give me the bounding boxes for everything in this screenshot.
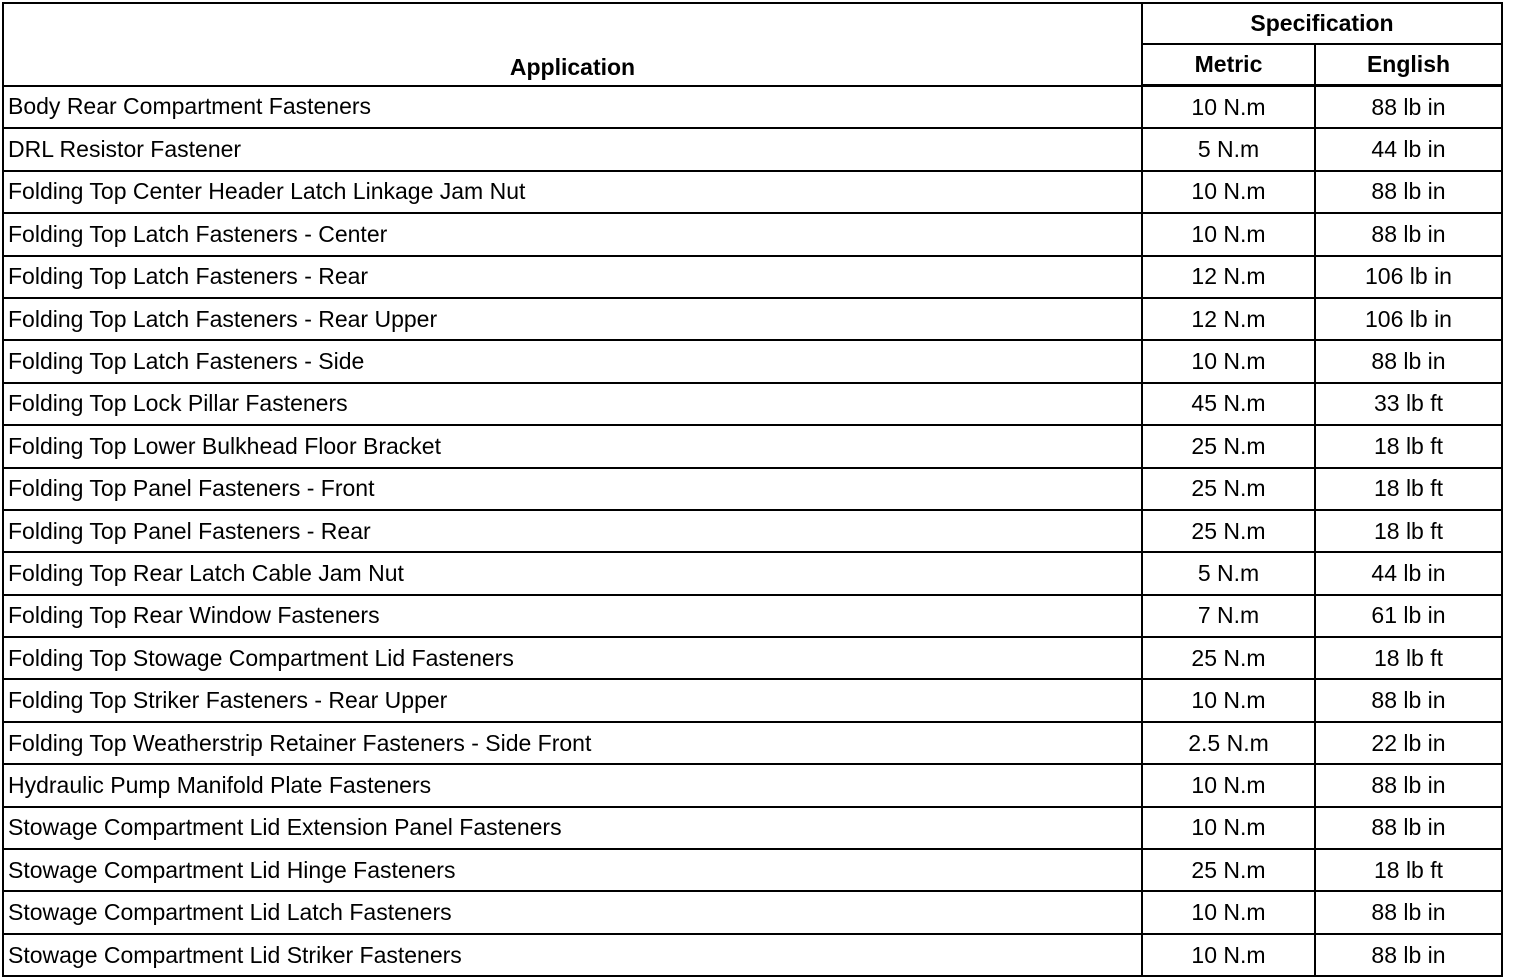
metric-value-cell: 10 N.m (1142, 764, 1315, 806)
table-row (3, 468, 1502, 510)
english-value-cell: 44 lb in (1315, 128, 1502, 170)
application-cell: Folding Top Rear Latch Cable Jam Nut (3, 552, 1142, 594)
metric-value-cell: 25 N.m (1142, 510, 1315, 552)
table-row (3, 340, 1502, 382)
application-cell: Folding Top Lower Bulkhead Floor Bracket (3, 425, 1142, 467)
application-cell: DRL Resistor Fastener (3, 128, 1142, 170)
table-row (3, 679, 1502, 721)
table-row (3, 171, 1502, 213)
english-value-cell: 88 lb in (1315, 807, 1502, 849)
specification-group-header: Specification (1142, 3, 1502, 44)
english-value-cell: 33 lb ft (1315, 383, 1502, 425)
metric-value-cell: 10 N.m (1142, 171, 1315, 213)
metric-column-header: Metric (1142, 44, 1315, 86)
application-cell: Folding Top Rear Window Fasteners (3, 595, 1142, 637)
metric-value-cell: 10 N.m (1142, 213, 1315, 255)
table-row (3, 722, 1502, 764)
application-cell: Folding Top Latch Fasteners - Side (3, 340, 1142, 382)
metric-value-cell: 5 N.m (1142, 128, 1315, 170)
metric-value-cell: 7 N.m (1142, 595, 1315, 637)
english-value-cell: 88 lb in (1315, 86, 1502, 129)
table-row (3, 552, 1502, 594)
metric-value-cell: 25 N.m (1142, 425, 1315, 467)
metric-value-cell: 2.5 N.m (1142, 722, 1315, 764)
table-row (3, 298, 1502, 340)
metric-value-cell: 10 N.m (1142, 86, 1315, 129)
application-cell: Stowage Compartment Lid Latch Fasteners (3, 891, 1142, 933)
application-cell: Folding Top Panel Fasteners - Rear (3, 510, 1142, 552)
english-value-cell: 88 lb in (1315, 679, 1502, 721)
english-value-cell: 88 lb in (1315, 171, 1502, 213)
metric-value-cell: 10 N.m (1142, 934, 1315, 976)
english-value-cell: 44 lb in (1315, 552, 1502, 594)
table-row (3, 934, 1502, 976)
application-cell: Hydraulic Pump Manifold Plate Fasteners (3, 764, 1142, 806)
english-value-cell: 18 lb ft (1315, 510, 1502, 552)
english-value-cell: 88 lb in (1315, 213, 1502, 255)
metric-value-cell: 10 N.m (1142, 891, 1315, 933)
english-value-cell: 22 lb in (1315, 722, 1502, 764)
application-column-header: Application (3, 3, 1142, 86)
english-value-cell: 18 lb ft (1315, 637, 1502, 679)
application-cell: Stowage Compartment Lid Hinge Fasteners (3, 849, 1142, 891)
metric-value-cell: 10 N.m (1142, 679, 1315, 721)
english-value-cell: 88 lb in (1315, 934, 1502, 976)
table-row (3, 383, 1502, 425)
metric-value-cell: 10 N.m (1142, 340, 1315, 382)
english-value-cell: 18 lb ft (1315, 849, 1502, 891)
english-column-header: English (1315, 44, 1502, 86)
table-row (3, 128, 1502, 170)
metric-value-cell: 25 N.m (1142, 849, 1315, 891)
application-cell: Folding Top Stowage Compartment Lid Fasteners (3, 637, 1142, 679)
application-cell: Folding Top Latch Fasteners - Center (3, 213, 1142, 255)
application-cell: Folding Top Panel Fasteners - Front (3, 468, 1142, 510)
table-row (3, 637, 1502, 679)
fastener-torque-specification-table (2, 2, 1503, 977)
metric-value-cell: 10 N.m (1142, 807, 1315, 849)
english-value-cell: 88 lb in (1315, 340, 1502, 382)
header-row-top (3, 3, 1502, 44)
metric-value-cell: 12 N.m (1142, 256, 1315, 298)
metric-value-cell: 25 N.m (1142, 468, 1315, 510)
table-row (3, 256, 1502, 298)
application-cell: Folding Top Striker Fasteners - Rear Upper (3, 679, 1142, 721)
application-cell: Folding Top Latch Fasteners - Rear (3, 256, 1142, 298)
metric-value-cell: 45 N.m (1142, 383, 1315, 425)
table-row (3, 425, 1502, 467)
table-row (3, 807, 1502, 849)
metric-value-cell: 5 N.m (1142, 552, 1315, 594)
application-cell: Folding Top Latch Fasteners - Rear Upper (3, 298, 1142, 340)
application-cell: Folding Top Weatherstrip Retainer Fasteners - Side Front (3, 722, 1142, 764)
table-row (3, 86, 1502, 129)
metric-value-cell: 25 N.m (1142, 637, 1315, 679)
application-cell: Folding Top Lock Pillar Fasteners (3, 383, 1142, 425)
english-value-cell: 18 lb ft (1315, 425, 1502, 467)
application-cell: Folding Top Center Header Latch Linkage Jam Nut (3, 171, 1142, 213)
table-row (3, 891, 1502, 933)
application-cell: Stowage Compartment Lid Extension Panel Fasteners (3, 807, 1142, 849)
metric-value-cell: 12 N.m (1142, 298, 1315, 340)
table-row (3, 510, 1502, 552)
english-value-cell: 88 lb in (1315, 764, 1502, 806)
english-value-cell: 106 lb in (1315, 256, 1502, 298)
table-row (3, 849, 1502, 891)
english-value-cell: 61 lb in (1315, 595, 1502, 637)
table-header (3, 3, 1502, 86)
application-cell: Stowage Compartment Lid Striker Fasteners (3, 934, 1142, 976)
table-body (3, 86, 1502, 977)
table-row (3, 595, 1502, 637)
english-value-cell: 18 lb ft (1315, 468, 1502, 510)
table-row (3, 213, 1502, 255)
english-value-cell: 88 lb in (1315, 891, 1502, 933)
english-value-cell: 106 lb in (1315, 298, 1502, 340)
table-row (3, 764, 1502, 806)
application-cell: Body Rear Compartment Fasteners (3, 86, 1142, 129)
